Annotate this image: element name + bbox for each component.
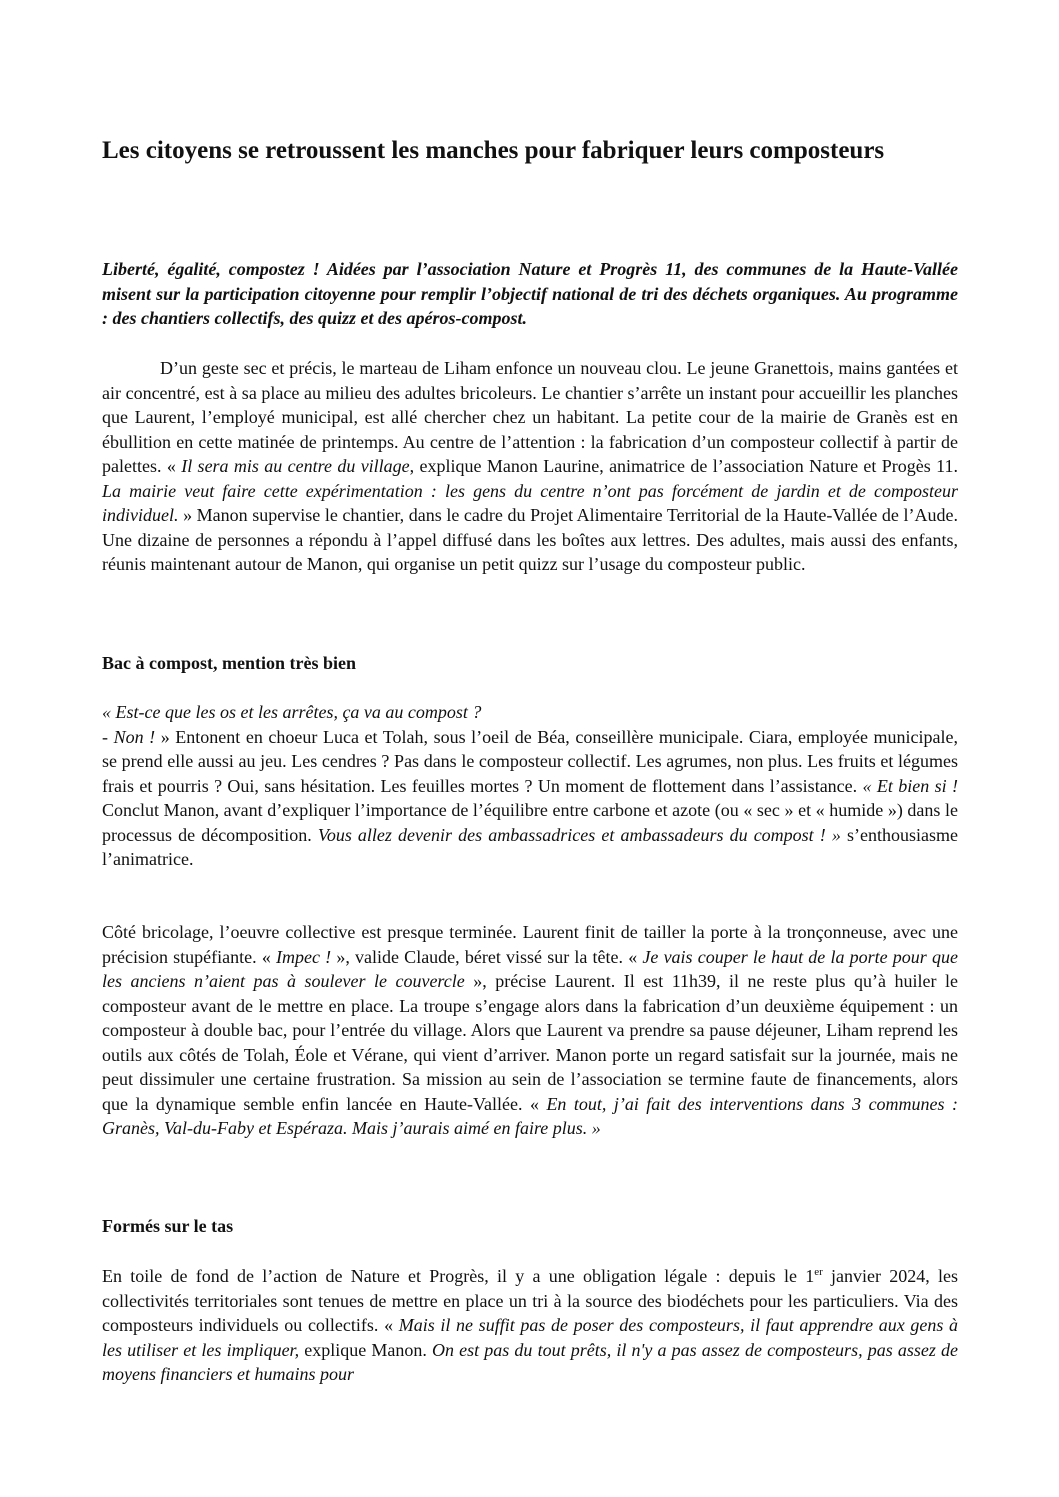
text-run: En toile de fond de l’action de Nature et Progrès, il y a une obligation légale : depuis le 1 [102, 1266, 815, 1286]
superscript: er [814, 1266, 823, 1278]
text-run: janvier 2024, les collectivités territoriales sont tenues de mettre en place un tri à la source des biodéchets pour les particuliers. Via des composteurs individuels ou collectifs. « [102, 1266, 958, 1335]
quote-run: En tout, j’ai fait des interventions dans 3 communes : Granès, Val-du-Faby et Espéraza. Mais j’aurais aimé en faire plus. » [102, 1093, 958, 1138]
section-heading-bac-compost: Bac à compost, mention très bien [102, 653, 356, 673]
text-run: s’enthousiasme l’animatrice. [102, 824, 958, 869]
quote-run: « Est-ce que les os et les arrêtes, ça va au compost ? [102, 702, 482, 722]
quote-run: Je vais couper le haut de la porte pour que les anciens n’aient pas à soulever le couvercle [102, 946, 958, 991]
text-run: - [102, 726, 114, 747]
text-run: » Manon supervise le chantier, dans le cadre du Projet Alimentaire Territorial de la Haute-Vallée de l’Aude. Une dizaine de personnes a répondu à l’appel diffusé dans les boîtes aux lettres. Des adultes, mais aussi des enfants, réunis maintenant autour de Manon, qui organise un petit quizz sur l’usage du composteur public. [102, 505, 958, 574]
text-run: explique Manon. [299, 1339, 432, 1360]
text-run: , explique Manon Laurine, animatrice de l’association Nature et Progès 11. [409, 456, 958, 476]
text-run: », valide Claude, béret vissé sur la tête. « [331, 946, 643, 967]
paragraph-bricolage [102, 920, 958, 1141]
quote-run: Non ! [113, 726, 156, 747]
text-run: Conclut Manon, avant d’expliquer l’importance de l’équilibre entre carbone et azote (ou « sec » et « humide ») dans le processus de décomposition. [102, 800, 958, 845]
quote-run: Vous allez devenir des ambassadrices et ambassadeurs du compost ! » [317, 824, 841, 845]
article-lead: Liberté, égalité, compostez ! Aidées par l’association Nature et Progrès 11, des communes de la Haute-Vallée misent sur la participation citoyenne pour remplir l’objectif national de tri des déchets organiques. Au programme : des chantiers collectifs, des quizz et des apéros-compost. [102, 259, 958, 328]
text-run: Côté bricolage, l’oeuvre collective est presque terminée. Laurent finit de tailler la porte à la tronçonneuse, avec une précision stupéfiante. « [102, 922, 958, 967]
section-heading-formes: Formés sur le tas [102, 1216, 234, 1236]
text-run: » Entonent en choeur Luca et Tolah, sous l’oeil de Béa, conseillère municipale. Ciara, employée municipale, se prend elle aussi au jeu. Les cendres ? Pas dans le composteur collectif. Les agrumes, non plus. Les fruits et légumes frais et pourris ? Oui, sans hésitation. Les feuilles mortes ? Un moment de flottement dans l’assistance. [102, 726, 959, 796]
paragraph-obligation [102, 1264, 958, 1387]
quote-run: Impec ! [276, 946, 332, 967]
quote-run: Mais il ne suffit pas de poser des composteurs, il faut apprendre aux gens à les utiliser et les impliquer, [102, 1315, 959, 1360]
quote-run: On est pas du tout prêts, il n'y a pas assez de composteurs, pas assez de moyens financiers et humains pour [102, 1339, 959, 1384]
text-run: D’un geste sec et précis, le marteau de Liham enfonce un nouveau clou. Le jeune Granettois, mains gantées et air concentré, est à sa place au milieu des adultes bricoleurs. Le chantier s’arrête un instant pour accueillir les planches que Laurent, l’employé municipal, est allé chercher chez un habitant. La petite cour de la mairie de Granès est en ébullition en cette matinée de printemps. Au centre de l’attention : la fabrication d’un composteur collectif à partir de palettes. « [102, 358, 958, 476]
quote-run: « Et bien si ! [862, 775, 958, 796]
paragraph-quiz [102, 700, 958, 872]
article-title: Les citoyens se retroussent les manches pour fabriquer leurs composteurs [102, 137, 885, 164]
quote-run: La mairie veut faire cette expérimentation : les gens du centre n’ont pas forcément de jardin et de composteur individuel. [102, 480, 958, 525]
text-run: », précise Laurent. Il est 11h39, il ne reste plus qu’à huiler le composteur avant de le mettre en place. La troupe s’engage alors dans la fabrication d’un deuxième équipement : un composteur à double bac, pour l’entrée du village. Alors que Laurent va prendre sa pause déjeuner, Liham reprend les outils aux côtés de Tolah, Éole et Vérane, qui vient d’arriver. Manon porte un regard satisfait sur la journée, mais ne peut dissimuler une certaine frustration. Sa mission au sein de l’association se termine faute de financements, alors que la dynamique semble enfin lancée en Haute-Vallée. « [102, 971, 958, 1114]
paragraph-intro [102, 356, 958, 577]
quote-run: Il sera mis au centre du village [181, 456, 410, 476]
